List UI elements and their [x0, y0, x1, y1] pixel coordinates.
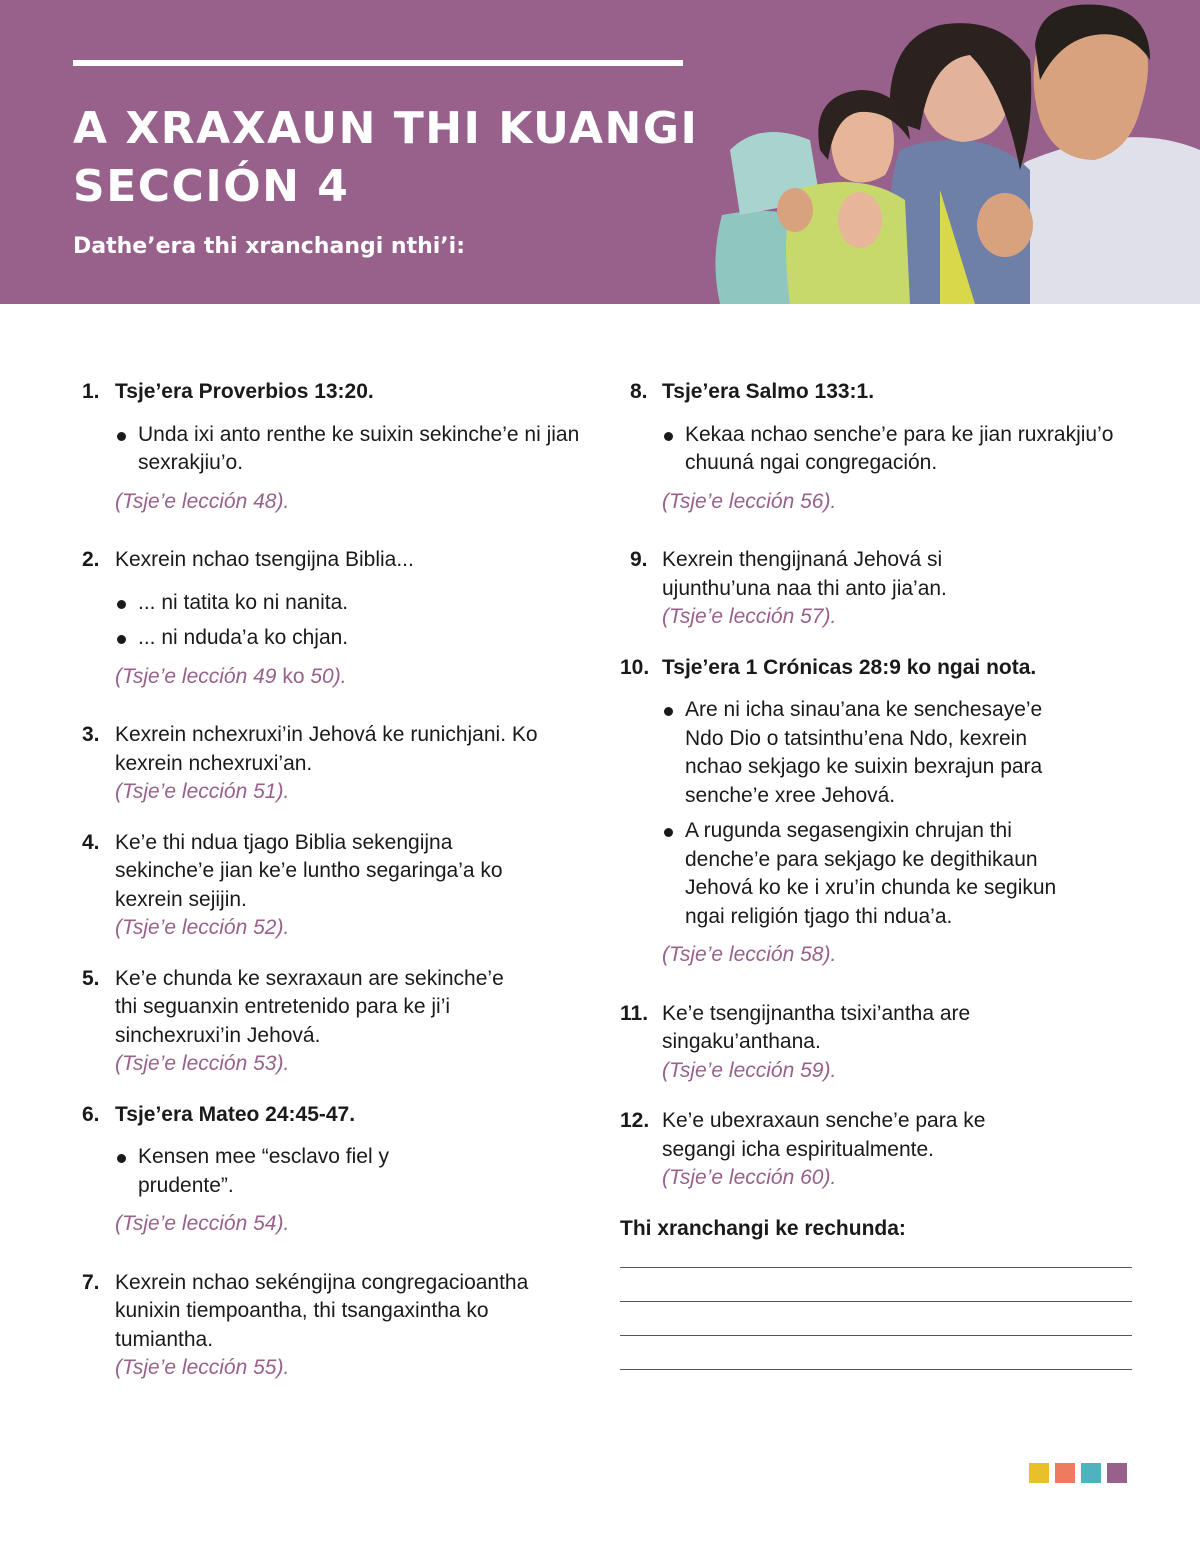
swatch-yellow — [1029, 1463, 1049, 1483]
lesson-reference-part: 50). — [310, 664, 347, 688]
family-praying-illustration — [700, 0, 1200, 304]
item-text: Kexrein nchao tsengijna Biblia... — [115, 548, 414, 571]
title-line-2: SECCIÓN 4 — [73, 161, 350, 212]
lesson-reference-part: (Tsje’e lección 49 — [115, 664, 277, 688]
lesson-reference: (Tsje’e lección 55). — [115, 1356, 290, 1379]
header-rule — [73, 60, 683, 66]
bullet-item: Kekaa nchao senche’e para ke jian ruxrakjiu’o chuuná ngai congregación. — [662, 421, 1135, 478]
item-number: 6. — [82, 1102, 100, 1126]
item-text: Ke’e thi ndua tjago Biblia sekengijna sekinche’e jian ke’e luntho segaringa’a ko kexrein sejijin. — [115, 830, 503, 911]
lesson-reference: (Tsje’e lección 54). — [115, 1212, 290, 1235]
lesson-reference-part: ko — [276, 664, 311, 688]
item-number: 8. — [630, 380, 648, 403]
question-item-11 — [620, 1000, 1135, 1086]
bullet-item: Are ni icha sinau’ana ke senchesaye’e Ndo Dio o tatsinthu’ena Ndo, kexrein nchao sekjago ke suixin bexrajun para senche’e xree Jehová. — [662, 696, 1085, 810]
right-column — [620, 378, 1135, 1370]
item-text: Kexrein nchexruxi’in Jehová ke runichjani. Ko kexrein nchexruxi’an. — [115, 723, 538, 775]
note-line[interactable] — [620, 1301, 1132, 1302]
lesson-reference: (Tsje’e lección 57). — [662, 605, 837, 628]
item-text: Ke’e ubexraxaun senche’e para ke segangi icha espiritualmente. — [662, 1109, 986, 1161]
note-line[interactable] — [620, 1335, 1132, 1336]
item-number: 11. — [620, 1001, 649, 1025]
bullet-item: A rugunda segasengixin chrujan thi denche’e para sekjago ke degithikaun Jehová ko ke i xru’in chunda ke segikun ngai religión tjago thi ndua’a. — [662, 817, 1085, 931]
question-item-1 — [82, 378, 582, 516]
lesson-reference: (Tsje’e lección 60). — [662, 1166, 837, 1189]
swatch-purple — [1107, 1463, 1127, 1483]
item-number: 5. — [82, 966, 100, 990]
question-item-4 — [82, 829, 582, 943]
lesson-reference: (Tsje’e lección 56). — [662, 489, 837, 513]
question-item-8 — [620, 378, 1135, 516]
item-number: 7. — [82, 1270, 100, 1294]
title-line-1: A XRAXAUN THI KUANGI — [73, 103, 699, 154]
question-item-3 — [82, 721, 582, 807]
swatch-teal — [1081, 1463, 1101, 1483]
item-number: 4. — [82, 830, 100, 854]
bullet-item: Unda ixi anto renthe ke suixin sekinche’e ni jian sexrakjiu’o. — [115, 421, 582, 478]
item-text: Tsje’era Salmo 133:1. — [662, 380, 875, 403]
item-text: Ke’e tsengijnantha tsixi’antha are singaku’anthana. — [662, 1001, 971, 1053]
swatch-orange — [1055, 1463, 1075, 1483]
item-number: 10. — [620, 655, 650, 679]
item-text: Kexrein thengijnaná Jehová si ujunthu’una naa thi anto jia’an. — [662, 548, 947, 600]
question-item-2 — [82, 546, 582, 691]
page-subtitle: Dathe’era thi xranchangi nthi’i: — [73, 234, 466, 259]
bullet-list — [620, 696, 1135, 931]
left-column — [82, 378, 582, 1405]
header-banner — [0, 0, 1200, 304]
item-number: 9. — [630, 548, 648, 571]
bullet-list — [82, 1143, 582, 1200]
question-item-9 — [620, 546, 1135, 632]
bullet-item: ... ni nduda’a ko chjan. — [115, 624, 582, 653]
bullet-list — [82, 421, 582, 478]
lesson-reference: (Tsje’e lección 51). — [115, 780, 290, 803]
question-item-10 — [620, 654, 1135, 970]
color-swatches — [1029, 1463, 1127, 1483]
page-title — [73, 100, 698, 216]
lesson-reference: (Tsje’e lección 48). — [115, 489, 290, 513]
item-number: 12. — [620, 1109, 650, 1132]
question-item-12 — [620, 1107, 1135, 1193]
note-line[interactable] — [620, 1267, 1132, 1268]
item-text: Ke’e chunda ke sexraxaun are sekinche’e thi seguanxin entretenido para ke ji’i sinchexruxi’in Jehová. — [115, 966, 504, 1047]
lesson-reference: (Tsje’e lección 59). — [662, 1058, 837, 1082]
bullet-item: ... ni tatita ko ni nanita. — [115, 589, 582, 618]
item-text: Tsje’era 1 Crónicas 28:9 ko ngai nota. — [662, 655, 1037, 679]
item-text: Tsje’era Mateo 24:45-47. — [115, 1102, 356, 1126]
lesson-reference — [115, 663, 582, 692]
notes-label: Thi xranchangi ke rechunda: — [620, 1216, 906, 1240]
bullet-list — [82, 589, 582, 653]
bullet-item: Kensen mee “esclavo fiel y prudente”. — [115, 1143, 418, 1200]
item-text: Kexrein nchao sekéngijna congregacioantha kunixin tiempoantha, thi tsangaxintha ko tumiantha. — [115, 1270, 529, 1351]
question-item-5 — [82, 965, 582, 1079]
item-number: 2. — [82, 548, 100, 571]
lesson-reference: (Tsje’e lección 52). — [115, 916, 290, 939]
lesson-reference: (Tsje’e lección 58). — [662, 943, 837, 966]
question-item-6 — [82, 1101, 582, 1239]
item-number: 1. — [82, 380, 100, 403]
note-line[interactable] — [620, 1369, 1132, 1370]
item-text: Tsje’era Proverbios 13:20. — [115, 380, 374, 403]
lesson-reference: (Tsje’e lección 53). — [115, 1052, 290, 1075]
question-item-7 — [82, 1269, 582, 1383]
item-number: 3. — [82, 723, 100, 746]
bullet-list — [620, 421, 1135, 478]
